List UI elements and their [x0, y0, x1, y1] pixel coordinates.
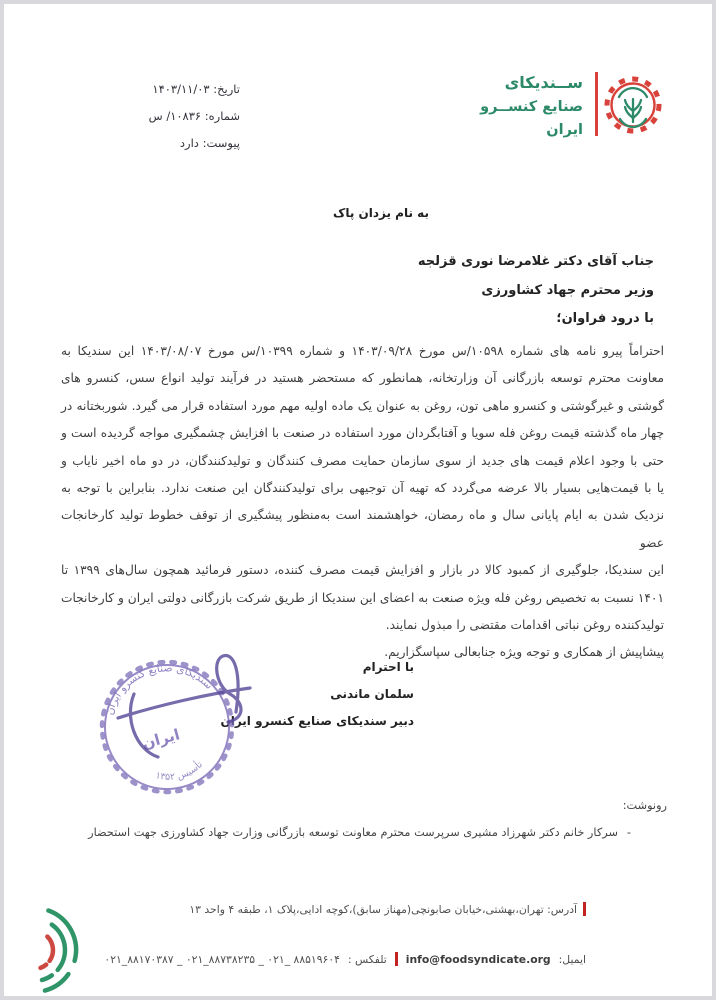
body-line: نزدیک شدن به ایام پایانی سال و ماه رمضان، خواهشمند است به‌منظور پیشگیری از توقف خطوط تولید کارخانجات عضو [61, 508, 664, 550]
attachment-label: پیوست: [202, 136, 240, 150]
number-value: ۱۰۸۳۶/ س [148, 109, 202, 123]
signer-name: سلمان ماندنی [330, 687, 414, 701]
cc-label: رونوشت: [622, 799, 667, 812]
letter-page [4, 4, 712, 996]
salutation: با درود فراوان؛ [556, 311, 654, 326]
body-line: پیشاپیش از همکاری و توجه ویژه جنابعالی سپاسگزاریم. [384, 645, 664, 660]
body-line: ۱۴۰۱ نسبت به تخصیص روغن فله ویژه صنعت به اعضای این سندیکا از طریق شرکت بازرگانی دولتی ایران و کارخانجات [61, 590, 664, 605]
meta-number [88, 103, 240, 130]
body-line: گوشتی و غیرگوشتی و کنسرو ماهی تون، روغن به عنوان یک ماده اولیه مهم مورد استفاده قرار می گیرد. شوربختانه در [61, 398, 664, 413]
stamp-center-text: ایران [140, 725, 182, 753]
date-value: ۱۴۰۳/۱۱/۰۳ [152, 82, 210, 96]
org-name-line2: صنایع کنســرو ایران [480, 98, 583, 138]
meta-attachment [88, 130, 240, 157]
closing-regards: با احترام [362, 660, 414, 674]
cc-bullet: - [626, 826, 631, 839]
attachment-value: دارد [179, 136, 199, 150]
org-name-line1: ســندیکای [504, 73, 583, 92]
signer-title: دبیر سندیکای صنایع کنسرو ایران [220, 714, 414, 728]
body-line: این سندیکا، جلوگیری از کمبود کالا در بازار و افزایش قیمت مصرف کننده، دستور فرمائید همچون سال‌های ۱۳۹۹ تا [61, 563, 664, 578]
telefax-numbers: ۰۲۱_۸۸۱۷۰۳۸۷ _ ۰۲۱_۸۸۷۳۸۲۳۵ _ ۰۲۱_ ۸۸۵۱۹۶۰۴ [104, 952, 340, 966]
arc-watermark-icon [28, 900, 108, 1000]
cc-block [61, 792, 667, 846]
red-separator-bar [583, 902, 586, 916]
letter-meta [88, 76, 240, 157]
meta-date [88, 76, 240, 103]
org-name [443, 70, 583, 142]
gear-plant-logo-icon [604, 66, 662, 144]
body-line: حتی با وجود اعلام قیمت های جدید از سوی سازمان حمایت مصرف کنندگان و تولیدکنندگان، در دو ماه اخیر نایاب و [61, 453, 664, 468]
logo-divider [595, 72, 598, 136]
email-label: ایمیل: [558, 952, 586, 966]
date-label: تاریخ: [213, 82, 240, 96]
cc-item [61, 819, 667, 846]
email-value: info@foodsyndicate.org [405, 952, 551, 966]
recipient-name: جناب آقای دکتر غلامرضا نوری قزلجه [417, 254, 654, 269]
recipient-block [234, 248, 654, 334]
stamp-ring-text: سندیکای صنایع کنسرو ایران [103, 662, 215, 717]
footer-contact-line [104, 952, 586, 966]
footer-address-line [189, 902, 586, 916]
signature-scribble [96, 642, 266, 782]
body-line: احتراماً پیرو نامه های شماره ۱۰۵۹۸/س مورخ ۱۴۰۳/۰۹/۲۸ و شماره ۱۰۳۹۹/س مورخ ۱۴۰۳/۰۸/۰۷ این سندیکا به [61, 344, 665, 358]
letter-body [61, 338, 664, 667]
body-line: چهار ماه گذشته قیمت روغن فله سویا و آفتابگردان مورد استفاده در صنعت با افزایش چشمگیری مواجه گردیده است و [61, 426, 664, 441]
body-line: تولیدکننده روغن نباتی اقدامات مقتضی را مبذول نمایند. [385, 618, 664, 633]
body-line: یا با قیمت‌هایی بسیار بالا عرضه می‌گردد که تهیه آن توجیهی برای تولیدکنندگان این صنعت ندارد. بنابراین با توجه به [61, 481, 664, 496]
recipient-title: وزیر محترم جهاد کشاورزی [481, 282, 654, 298]
address-value: تهران،بهشتی،خیابان صابونچی(مهناز سابق)،کوچه ادایی،پلاک ۱، طبقه ۴ واحد ۱۳ [189, 902, 544, 916]
number-label: شماره: [204, 109, 240, 123]
telefax-label: تلفکس : [347, 952, 387, 966]
body-line: معاونت محترم توسعه بازرگانی آن وزارتخانه، همانطور که مستحضر هستید در فرآیند تولید انواع سس، کنسرو های [61, 371, 664, 386]
red-separator-bar [395, 952, 398, 966]
address-label: آدرس: [547, 902, 577, 916]
stamp-bottom-text: تأسیس ۱۳۵۲ [154, 759, 205, 783]
bismillah-line: به نام یزدان پاک [333, 206, 429, 220]
cc-text: سرکار خانم دکتر شهرزاد مشیری سرپرست محترم معاونت توسعه بازرگانی وزارت جهاد کشاورزی جهت استحضار [88, 826, 618, 839]
